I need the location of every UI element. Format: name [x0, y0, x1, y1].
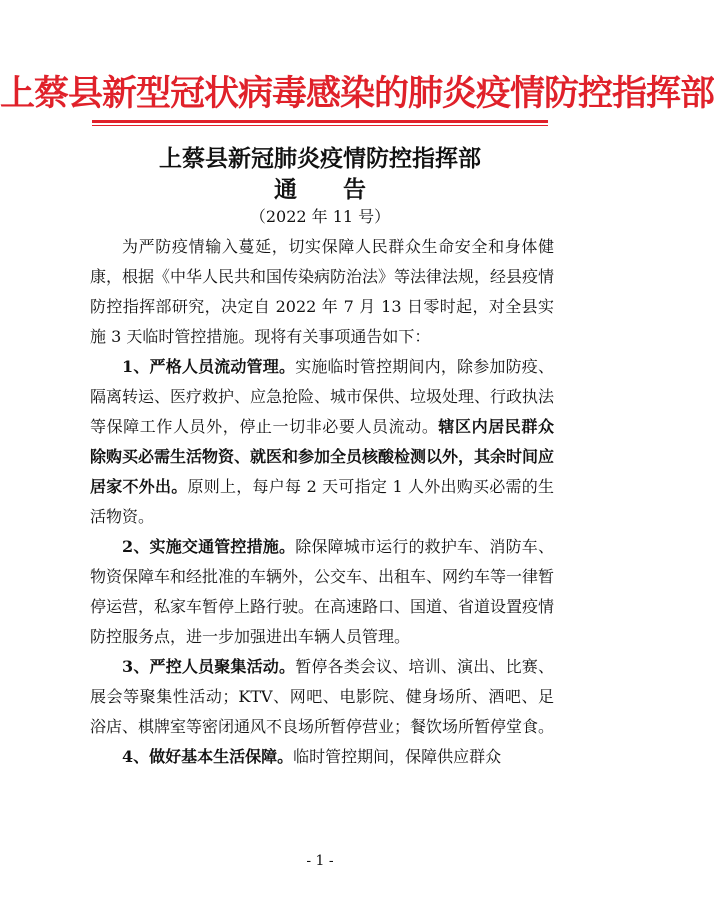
item-4-paragraph — [90, 742, 554, 772]
item-3-paragraph — [90, 652, 554, 742]
header-rule-thin — [92, 125, 548, 126]
document-number: （2022 年 11 号） — [249, 207, 391, 226]
header-rule-thick — [92, 120, 548, 123]
item-3-text: 暂停各类会议、培训、演出、比赛、展会等聚集性活动；KTV、网吧、电影院、健身场所、酒吧、足浴店、棋牌室等密闭通风不良场所暂停营业；餐饮场所暂停堂食。 — [90, 657, 555, 736]
item-1-text-2: 原则上，每户每 2 天可指定 1 人外出购买必需的生活物资。 — [90, 477, 554, 526]
item-3-heading: 3、严控人员聚集活动。 — [122, 657, 296, 676]
notice-title: 上蔡县新冠肺炎疫情防控指挥部 — [159, 145, 481, 172]
item-2-heading: 2、实施交通管控措施。 — [122, 537, 296, 556]
intro-paragraph — [90, 232, 554, 352]
item-1-paragraph — [90, 352, 554, 532]
item-1-text: 实施临时管控期间内，除参加防疫、隔离转运、医疗救护、应急抢险、城市保供、垃圾处理、行政执法等保障工作人员外，停止一切非必要人员流动。 — [90, 357, 555, 436]
item-2-paragraph — [90, 532, 554, 652]
notice-subtitle: 通告 — [274, 176, 412, 203]
intro-text: 为严防疫情输入蔓延，切实保障人民群众生命安全和身体健康，根据《中华人民共和国传染病防治法》等法律法规，经县疫情防控指挥部研究，决定自 2022 年 7 月 13 日零时起，对全县实施 3 天临时管控措施。现将有关事项通告如下： — [90, 237, 555, 346]
page-number: - 1 - — [306, 853, 334, 869]
item-2-text: 除保障城市运行的救护车、消防车、物资保障车和经批准的车辆外，公交车、出租车、网约车等一律暂停运营，私家车暂停上路行驶。在高速路口、国道、省道设置疫情防控服务点，进一步加强进出车辆人员管理。 — [90, 537, 555, 646]
issuing-authority-header: 上蔡县新型冠状病毒感染的肺炎疫情防控指挥部 — [0, 73, 714, 114]
item-1-emphasis: 辖区内居民群众除购买必需生活物资、就医和参加全员核酸检测以外，其余时间应居家不外出。 — [90, 417, 555, 496]
item-1-heading: 1、严格人员流动管理。 — [122, 357, 296, 376]
item-4-heading: 4、做好基本生活保障。 — [122, 747, 294, 766]
notice-body — [90, 232, 554, 772]
item-4-text: 临时管控期间，保障供应群众 — [293, 747, 502, 766]
